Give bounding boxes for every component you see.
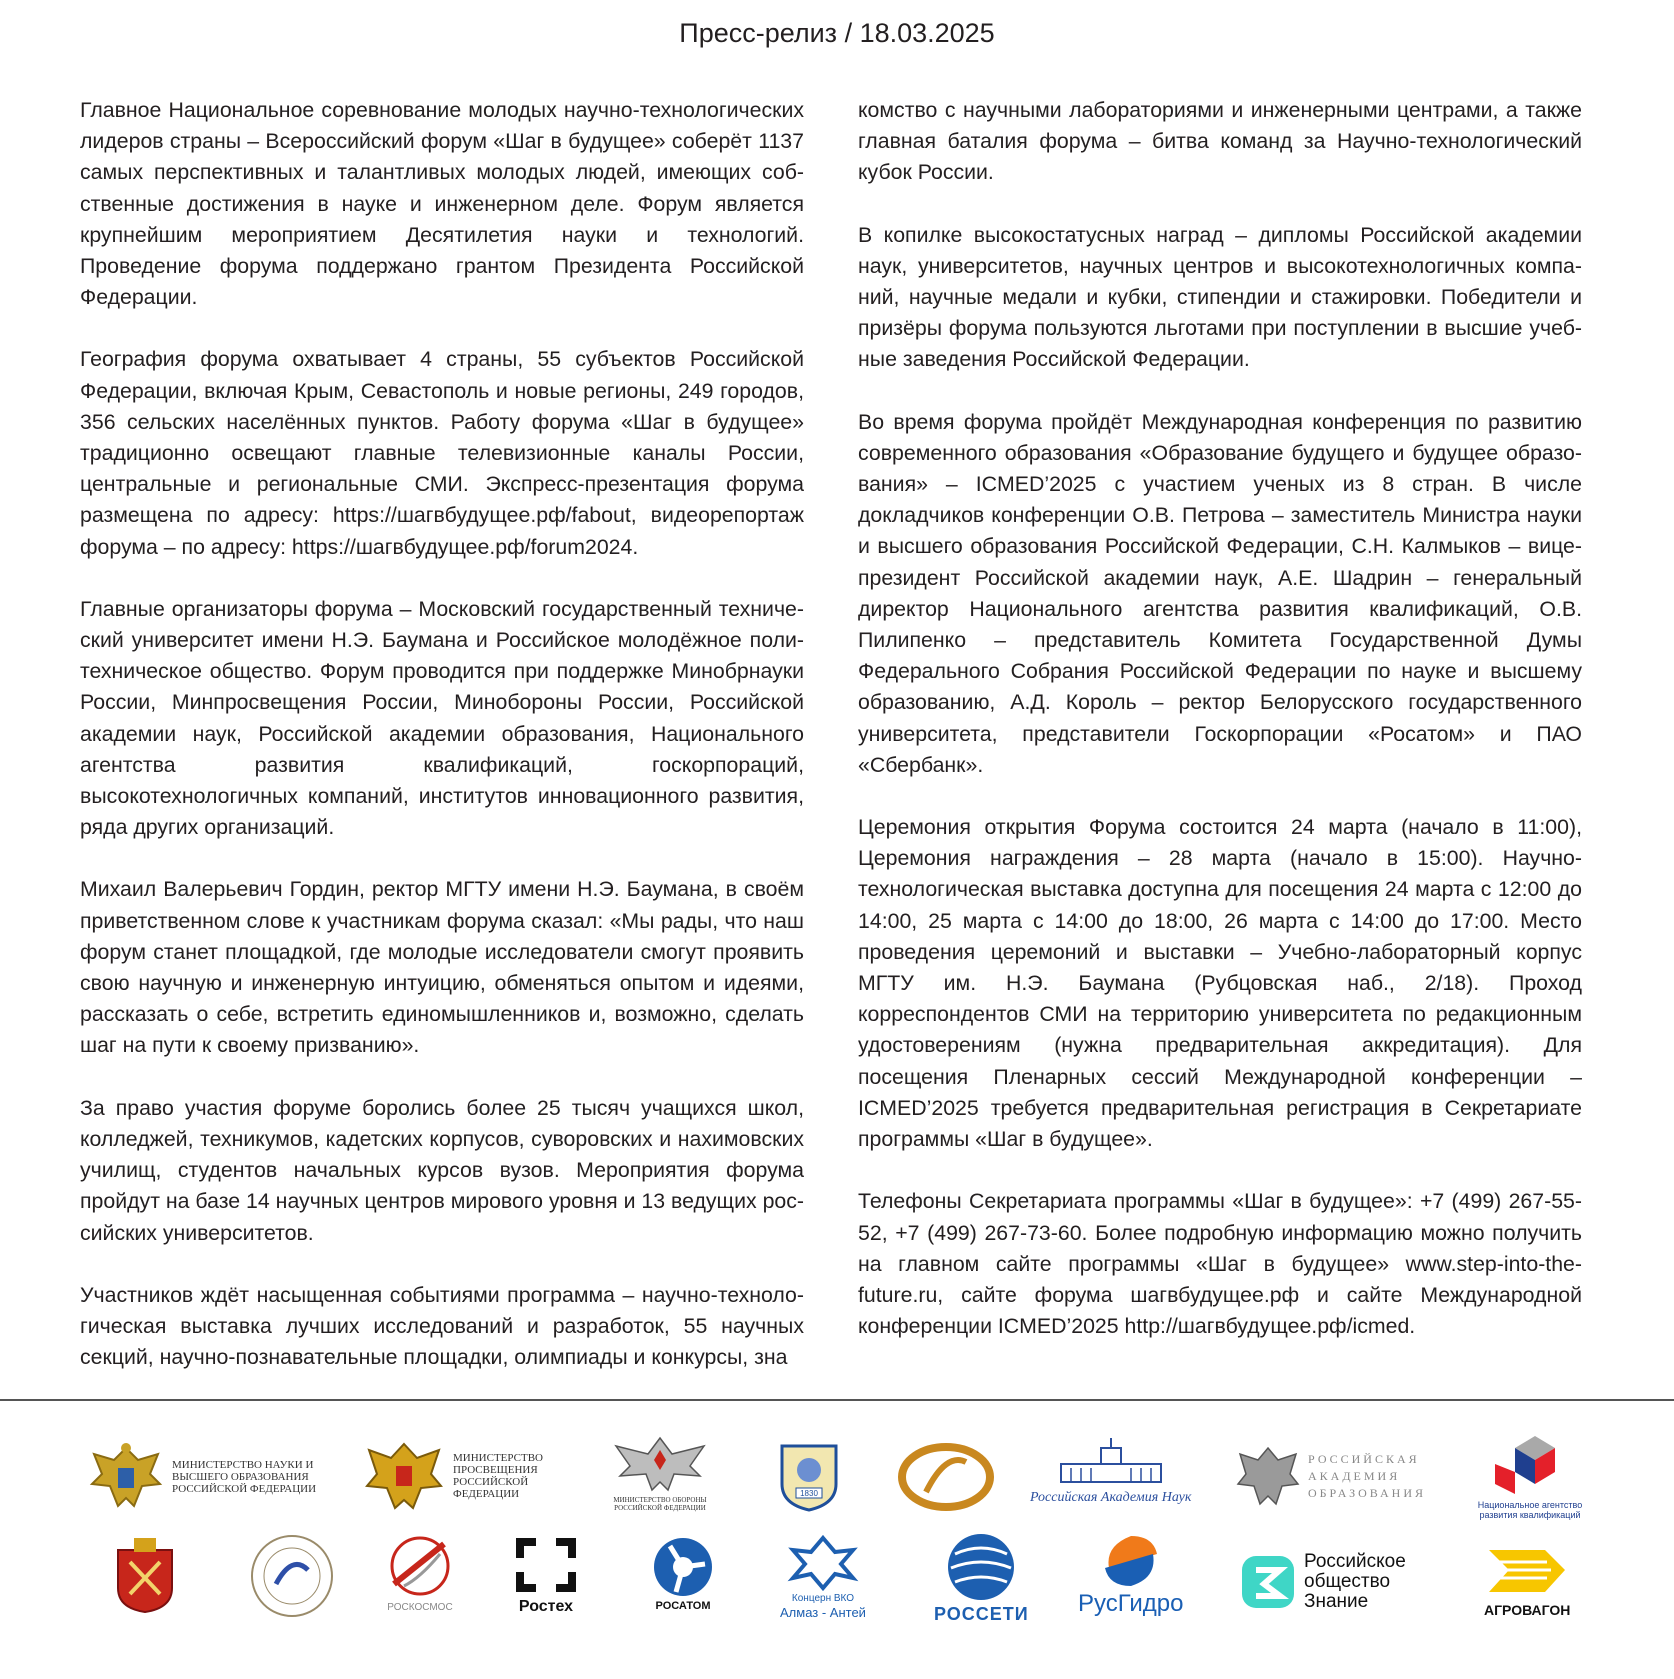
rushydro-logo: РусГидро (1078, 1534, 1184, 1618)
bauman-emblem (776, 1440, 842, 1514)
paragraph: Церемония открытия Форума состоится 24 марта (начало в 11:00), Церемония награждения – 28 марта (начало в 15:00). Научно-технологическая выставка доступна для посещения 24 марта с 12:00 до 14:00, 25 марта с 14:00 до 18:00, 26 марта с 14:00 до 17:00. Место проведения церемоний и выставки – Учебно-лабораторный корпус МГТУ им. Н.Э. Баумана (Рубцовская наб., 2/18). Проход корреспондентов СМИ на территорию университета по редакционным удостоверениям (нужна предварительная аккредитация). Для посещения Пленарных сессий Международной конференции – ICMED’2025 требуется предварительная регистрация в Секретариате программы «Шаг в будущее». (858, 815, 1582, 1152)
paragraph: В копилке высокостатусных наград – дипломы Российской академии наук, университетов, научных центров и высокотехнологичных компаний, научные медали и кубки, стипендии и стажировки. Победители и призёры форума пользуются льготами при поступлении в высшие учебные заведения Российской Федерации. (858, 222, 1582, 372)
agrovagon-logo: АГРОВАГОН (1484, 1544, 1570, 1618)
minpros-logo: МИНИСТЕРСТВО ПРОСВЕЩЕНИЯ РОССИЙСКОЙ ФЕДЕРАЦИИ (363, 1438, 549, 1514)
paragraph: комство с научными лабораториями и инженерными центрами, а также главная баталия форума – битва команд за Научно-технологический кубок России. (858, 98, 1582, 185)
almaz-antey-logo: Концерн ВКО Алмаз - Антей (780, 1534, 866, 1620)
rosatom-logo: РОСАТОМ (650, 1536, 716, 1612)
napk-logo: Национальное агентство развития квалификаций (1470, 1434, 1590, 1520)
znanie-logo: Российское общество Знание (1240, 1552, 1434, 1612)
grey-eagle-icon (1236, 1442, 1300, 1510)
paragraph: Михаил Валерьевич Гордин, ректор МГТУ имени Н.Э. Баумана, в своём приветственном слове к участникам форума сказал: «Мы рады, что наш форум станет площадкой, где молодые исследователи смогут проявить свою научную и инженерную интуицию, обменяться опытом и идеями, рассказать о себе, встретить единомышленников и, возможно, сделать шаг на пути к своему призванию». (80, 877, 804, 1058)
university-shield-icon (776, 1440, 842, 1514)
paragraph: Телефоны Секретариата программы «Шаг в будущее»: +7 (499) 267-55-52, +7 (499) 267-73-60. Более подробную информацию можно получить на главном сайте программы «Шаг в будущее» www.step-into-the-future.ru, сайте форума шагвбудущее.рф и сайте Международной конференции ICMED’2025 http://шагвбудущее.рф/icmed. (858, 1189, 1582, 1339)
paragraph: Участников ждёт насыщенная событиями программа – научно-технологическая выставка лучших исследований и разработок, 55 научных секций, научно-познавательные площадки, олимпиады и конкурсы, зна (80, 1282, 804, 1370)
znanie-icon (1240, 1554, 1296, 1610)
svg-text:1830: 1830 (800, 1489, 818, 1498)
rosseti-logo: РОССЕТИ (934, 1532, 1029, 1625)
rosseti-icon (943, 1532, 1019, 1602)
army-eagle-icon (612, 1432, 708, 1494)
ran-logo: Российская Академия Наук (1030, 1438, 1191, 1506)
seal-icon (250, 1534, 334, 1618)
rostec-logo: Ростех (512, 1534, 580, 1616)
right-column (858, 95, 1582, 1373)
eagle-crest-icon (363, 1438, 445, 1514)
monogram-icon (896, 1442, 996, 1512)
rao-logo: РОССИЙСКАЯ АКАДЕМИЯ ОБРАЗОВАНИЯ (1236, 1442, 1428, 1510)
rushydro-icon (1101, 1534, 1161, 1588)
rmpo-society-seal (250, 1534, 334, 1618)
academy-building-icon (1051, 1438, 1171, 1486)
footer-divider (0, 1399, 1674, 1401)
paragraph: Главное Национальное соревнование молодых научно-технологических лидеров страны – Всероссийский форум «Шаг в будущее» соберёт 1137 самых перспективных и талантливых молодых людей, имеющих собственные достижения в науке и инженерном деле. Форум является крупнейшим мероприятием Десятилетия науки и технологий. Проведение форума поддержано грантом Президента Российской Федерации. (80, 98, 804, 310)
paragraph: География форума охватывает 4 страны, 55 субъектов Российской Федерации, включая Крым, Севастополь и новые регионы, 249 городов, 356 сельских населённых пунктов. Работу форума «Шаг в будущее» традиционно освещают главные телевизионные каналы России, центральные и региональные СМИ. Экспресс-презентация форума размещена по адресу: https://шагвбудущее.рф/fabout, видеорепортаж форума – по адресу: https://шагвбудущее.рф/forum2024. (80, 347, 804, 559)
double-eagle-icon (88, 1440, 164, 1514)
minoborony-logo: МИНИСТЕРСТВО ОБОРОНЫ РОССИЙСКОЙ ФЕДЕРАЦИИ (610, 1432, 710, 1512)
rostec-icon (512, 1534, 580, 1596)
minobrnauki-logo: МИНИСТЕРСТВО НАУКИ И ВЫСШЕГО ОБРАЗОВАНИЯ РОССИЙСКОЙ ФЕДЕРАЦИИ (88, 1440, 322, 1514)
almaz-antey-icon (787, 1534, 859, 1592)
paragraph: За право участия форуме боролись более 25 тысяч учащихся школ, колледжей, техникумов, кадетских корпусов, суворовских и нахимовских училищ, студентов начальных курсов вузов. Мероприятия форума пройдут на базе 14 научных центров мирового уровня и 13 ведущих российских университетов. (80, 1095, 804, 1245)
roscosmos-logo: РОСКОСМОС (384, 1534, 456, 1613)
page-title: Пресс-релиз / 18.03.2025 (679, 18, 995, 48)
qualification-cube-icon (1485, 1434, 1575, 1498)
coat-of-arms-icon (110, 1538, 180, 1614)
roscosmos-icon (384, 1534, 456, 1598)
rmpo-logo (896, 1442, 996, 1512)
partner-logos (0, 1410, 1674, 1670)
spb-coat-of-arms (110, 1538, 180, 1614)
paragraph: Главные организаторы форума – Московский государственный технический университет имени Н.Э. Баумана и Российское молодёжное политехническое общество. Форум проводится при поддержке Минобрнауки России, Минпросвещения России, Минобороны России, Российской академии наук, Российской академии образования, Национального агентства развития квалификаций, госкорпораций, высокотехнологичных компаний, институтов инновационного развития, ряда других организаций. (80, 596, 804, 840)
agrovagon-icon (1485, 1544, 1569, 1598)
paragraph: Во время форума пройдёт Международная конференция по развитию современного образования «Образование будущего и будущее образования» – ICMED’2025 с участием ученых из 8 стран. В числе докладчиков конференции О.В. Петрова – заместитель Министра науки и высшего образования Российской Федерации, С.Н. Калмыков – вице-президент Российской академии наук, А.Е. Шадрин – генеральный директор Национального агентства развития квалификаций, О.В. Пилипенко – представитель Комитета Государственной Думы Федерального Собрания Российской Федерации по науке и высшему образованию, А.Д. Король – ректор Белорусского государственного университета, представители Госкорпорации «Росатом» и ПАО «Сбербанк». (858, 409, 1582, 777)
rosatom-icon (650, 1536, 716, 1598)
left-column (80, 95, 804, 1404)
